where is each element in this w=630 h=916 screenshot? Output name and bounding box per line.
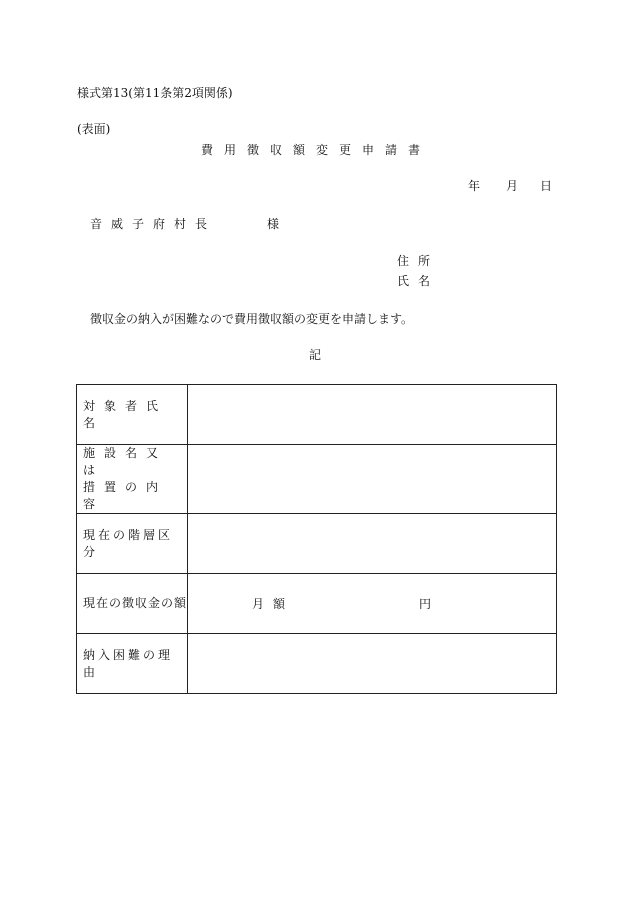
application-table: [76, 384, 557, 694]
row-label-text: 現在の階層区分: [83, 527, 174, 559]
table-row: [77, 445, 557, 514]
row-label-current-amount: [77, 574, 188, 634]
row-label-subject-name: [77, 385, 188, 445]
current-amount-field[interactable]: [188, 574, 557, 634]
side-label: (表面): [77, 122, 111, 136]
addressee-name: 音威子府村長: [90, 217, 217, 231]
subject-name-field[interactable]: [188, 385, 557, 445]
tier-field[interactable]: [188, 514, 557, 574]
monthly-amount-label: 月額: [252, 597, 295, 611]
form-id: 様式第13(第11条第2項関係): [77, 86, 233, 100]
date-year-label: 年: [468, 179, 481, 193]
row-label-reason: [77, 634, 188, 694]
document-title: 費用徴収額変更申請書: [201, 143, 432, 157]
table-row: [77, 574, 557, 634]
row-label-text: 対象者氏名: [83, 398, 168, 430]
row-label-text: 現在の徴収金の額: [83, 596, 188, 610]
row-label-facility: [77, 445, 188, 514]
addressee-suffix: 様: [267, 217, 280, 231]
facility-field[interactable]: [188, 445, 557, 514]
applicant-address-label: 住所: [397, 254, 440, 268]
table-row: [77, 634, 557, 694]
applicant-name-label: 氏名: [397, 274, 440, 288]
reason-field[interactable]: [188, 634, 557, 694]
yen-unit-label: 円: [419, 597, 432, 611]
row-label-text: 納入困難の理由: [83, 647, 174, 679]
row-label-text-line2: 措置の内容: [83, 480, 168, 511]
request-statement: 徴収金の納入が困難なので費用徴収額の変更を申請します。: [90, 312, 414, 326]
table-row: [77, 514, 557, 574]
date-month-label: 月: [506, 179, 519, 193]
row-label-text: 施設名又は: [83, 446, 168, 477]
row-label-tier: [77, 514, 188, 574]
date-day-label: 日: [540, 179, 553, 193]
ki-heading: 記: [309, 348, 322, 362]
table-row: [77, 385, 557, 445]
